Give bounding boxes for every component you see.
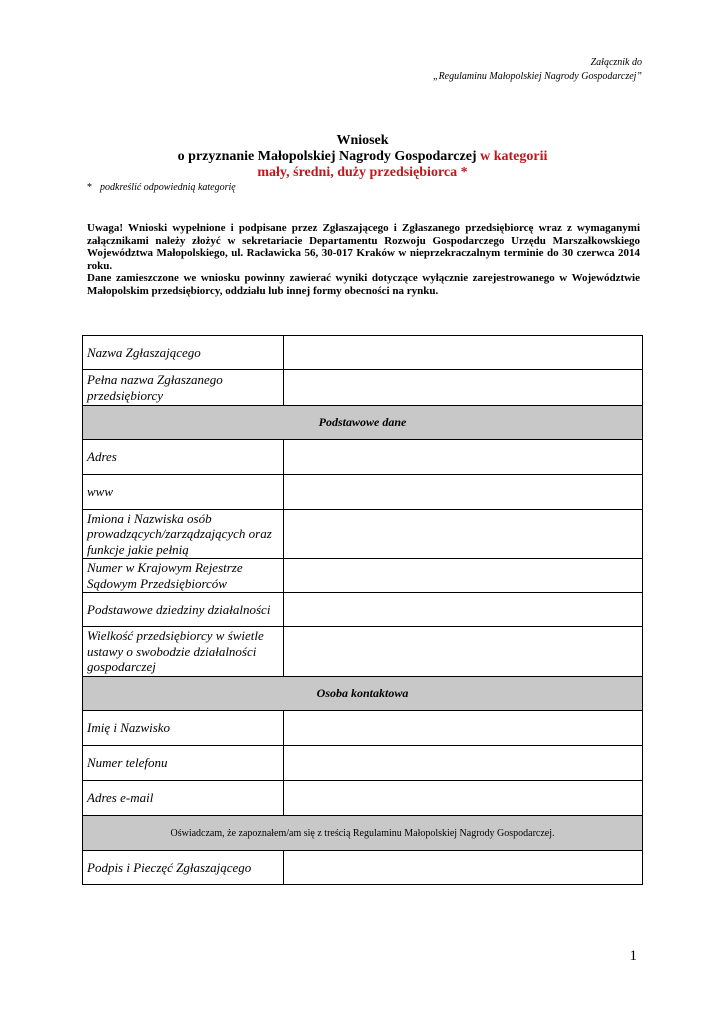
annex-line-2: „Regulaminu Małopolskiej Nagrody Gospodarczej” — [433, 71, 642, 82]
application-form-table — [82, 335, 643, 885]
statement-text: Oświadczam, że zapoznałem/am się z treścią Regulaminu Małopolskiej Nagrody Gospodarczej. — [83, 816, 643, 851]
document-title — [0, 133, 725, 181]
field-imiona-nazwiska[interactable] — [284, 510, 643, 559]
title-line-1: Wniosek — [336, 133, 389, 148]
row-nazwa-zglaszajacego — [83, 336, 643, 370]
field-krs[interactable] — [284, 559, 643, 593]
title-line-3: mały, średni, duży przedsiębiorca * — [257, 165, 468, 180]
section-header-basic: Podstawowe dane — [83, 406, 643, 440]
row-pelna-nazwa — [83, 370, 643, 406]
footnote-text: podkreślić odpowiednią kategorię — [100, 182, 236, 193]
row-telefon — [83, 746, 643, 781]
row-podpis — [83, 851, 643, 885]
row-www — [83, 475, 643, 510]
field-www[interactable] — [284, 475, 643, 510]
field-adres[interactable] — [284, 440, 643, 475]
page-number: 1 — [629, 948, 637, 964]
annex-line-1: Załącznik do — [590, 57, 642, 68]
field-podpis[interactable] — [284, 851, 643, 885]
title-line-2-black: o przyznanie Małopolskiej Nagrody Gospodarczej — [177, 149, 477, 164]
notice-block — [87, 222, 640, 298]
label-imie-nazwisko: Imię i Nazwisko — [83, 711, 284, 746]
field-telefon[interactable] — [284, 746, 643, 781]
label-email: Adres e-mail — [83, 781, 284, 816]
field-pelna-nazwa[interactable] — [284, 370, 643, 406]
label-www: www — [83, 475, 284, 510]
label-wielkosc: Wielkość przedsiębiorcy w świetle ustawy o swobodzie działalności gospodarczej — [83, 627, 284, 677]
notice-paragraph-1: Uwaga! Wnioski wypełnione i podpisane przez Zgłaszającego i Zgłaszanego przedsiębiorcę wraz z wymaganymi załącznikami należy złożyć w sekretariacie Departamentu Rozwoju Gospodarczego Urzędu Marszałkowskiego Województwa Małopolskiego, ul. Racławicka 56, 30-017 Kraków w nieprzekraczalnym terminie do 30 czerwca 2014 roku. — [87, 222, 640, 272]
notice-paragraph-2: Dane zamieszczone we wniosku powinny zawierać wyniki dotyczące wyłącznie zarejestrowanego w Województwie Małopolskim przedsiębiorcy, oddziału lub innej formy obecności na rynku. — [87, 272, 640, 297]
title-line-2 — [0, 149, 725, 165]
section-header-contact: Osoba kontaktowa — [83, 677, 643, 711]
row-email — [83, 781, 643, 816]
row-krs — [83, 559, 643, 593]
row-wielkosc — [83, 627, 643, 677]
category-footnote — [87, 182, 236, 194]
label-krs: Numer w Krajowym Rejestrze Sądowym Przedsiębiorców — [83, 559, 284, 593]
annex-note — [433, 56, 642, 84]
field-imie-nazwisko[interactable] — [284, 711, 643, 746]
label-pelna-nazwa: Pełna nazwa Zgłaszanego przedsiębiorcy — [83, 370, 284, 406]
label-dziedziny: Podstawowe dziedziny działalności — [83, 593, 284, 627]
label-podpis: Podpis i Pieczęć Zgłaszającego — [83, 851, 284, 885]
section-row-basic — [83, 406, 643, 440]
section-row-contact — [83, 677, 643, 711]
footnote-star: * — [87, 182, 92, 193]
row-adres — [83, 440, 643, 475]
title-line-2-red: w kategorii — [480, 149, 548, 164]
field-wielkosc[interactable] — [284, 627, 643, 677]
row-imie-nazwisko — [83, 711, 643, 746]
field-nazwa-zglaszajacego[interactable] — [284, 336, 643, 370]
label-imiona-nazwiska: Imiona i Nazwiska osób prowadzących/zarządzających oraz funkcje jakie pełnią — [83, 510, 284, 559]
label-adres: Adres — [83, 440, 284, 475]
field-dziedziny[interactable] — [284, 593, 643, 627]
label-nazwa-zglaszajacego: Nazwa Zgłaszającego — [83, 336, 284, 370]
label-telefon: Numer telefonu — [83, 746, 284, 781]
row-dziedziny — [83, 593, 643, 627]
statement-row — [83, 816, 643, 851]
field-email[interactable] — [284, 781, 643, 816]
row-imiona-nazwiska — [83, 510, 643, 559]
